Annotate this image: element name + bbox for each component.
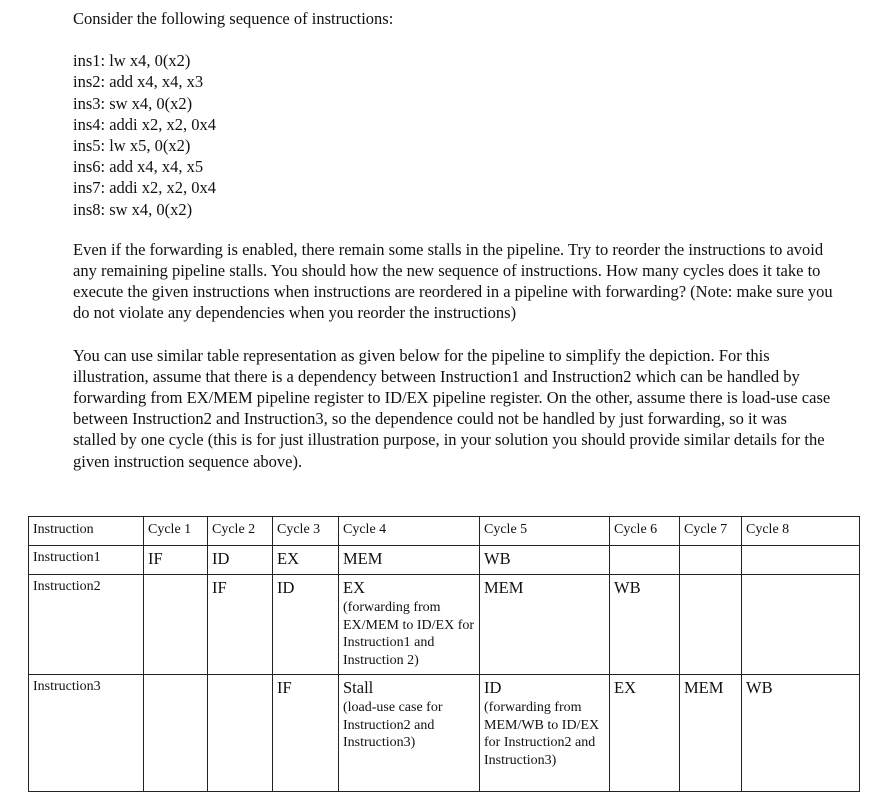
pipeline-table [28,516,860,792]
table-header-row [29,517,860,546]
pipeline-cell [208,575,273,675]
instruction-line: ins3: sw x4, 0(x2) [73,93,193,113]
pipeline-cell [480,675,610,792]
stage-label: IF [212,578,227,597]
pipeline-cell [144,575,208,675]
stage-label: MEM [684,678,724,697]
stage-label: Stall [343,678,374,697]
stage-label: IF [148,549,163,568]
pipeline-cell [273,575,339,675]
pipeline-cell [339,546,480,575]
instruction-line: ins2: add x4, x4, x3 [73,72,204,92]
pipeline-cell [208,546,273,575]
header-cycle-6: Cycle 6 [610,517,680,546]
pipeline-cell [273,675,339,792]
header-cycle-4: Cycle 4 [339,517,480,546]
pipeline-cell [680,575,742,675]
stage-label: EX [614,678,636,697]
instruction-list [73,50,833,220]
header-cycle-7: Cycle 7 [680,517,742,546]
pipeline-cell [680,546,742,575]
stage-label: ID [277,578,295,597]
stage-label: MEM [343,549,383,568]
instruction-line: ins8: sw x4, 0(x2) [73,199,193,219]
pipeline-cell [610,546,680,575]
stage-label: EX [343,578,365,597]
pipeline-cell [144,675,208,792]
table-row [29,546,860,575]
row-label: Instruction2 [29,575,144,675]
row-label: Instruction1 [29,546,144,575]
header-cycle-5: Cycle 5 [480,517,610,546]
question-paragraph: Even if the forwarding is enabled, there remain some stalls in the pipeline. Try to reorder the instructions to avoid any remaining pipeline stalls. You should how the new sequence of instructions. How many cycles does it take to execute the given instructions when instructions are reordered in a pipeline with forwarding? (Note: make sure you do not violate any dependencies when you reorder the instructions) [73,239,833,323]
stage-label: WB [614,578,641,597]
instruction-line: ins7: addi x2, x2, 0x4 [73,178,216,198]
pipeline-cell [144,546,208,575]
stage-label: IF [277,678,292,697]
illustration-paragraph: You can use similar table representation as given below for the pipeline to simplify the depiction. For this illustration, assume that there is a dependency between Instruction1 and Instruction2 which can be handled by forwarding from EX/MEM pipeline register to ID/EX pipeline register. On the other, assume there is load-use case between Instruction2 and Instruction3, so the dependence could not be handled by just forwarding, so it was stalled by one cycle (this is for just illustration purpose, in your solution you should provide similar details for the given instruction sequence above). [73,345,831,471]
stage-label: ID [212,549,230,568]
pipeline-cell [339,575,480,675]
pipeline-cell [339,675,480,792]
header-cycle-3: Cycle 3 [273,517,339,546]
instruction-line: ins6: add x4, x4, x5 [73,157,204,177]
header-cycle-8: Cycle 8 [742,517,860,546]
stage-label: WB [746,678,773,697]
stage-label: EX [277,549,299,568]
instruction-line: ins5: lw x5, 0(x2) [73,136,191,156]
cell-note: (forwarding from MEM/WB to ID/EX for Instruction2 and Instruction3) [484,700,600,768]
pipeline-cell [680,675,742,792]
pipeline-cell [480,575,610,675]
cell-note: (load-use case for Instruction2 and Instruction3) [343,700,443,750]
pipeline-cell [742,675,860,792]
cell-note: (forwarding from EX/MEM to ID/EX for Instruction1 and Instruction 2) [343,600,475,668]
pipeline-cell [273,546,339,575]
pipeline-cell [610,675,680,792]
instruction-line: ins1: lw x4, 0(x2) [73,51,191,71]
table-row [29,575,860,675]
document-body [73,8,833,472]
instruction-line: ins4: addi x2, x2, 0x4 [73,114,216,134]
pipeline-cell [610,575,680,675]
pipeline-cell [742,575,860,675]
header-instruction: Instruction [29,517,144,546]
stage-label: MEM [484,578,524,597]
header-cycle-1: Cycle 1 [144,517,208,546]
row-label: Instruction3 [29,675,144,792]
pipeline-cell [208,675,273,792]
pipeline-cell [742,546,860,575]
stage-label: ID [484,678,502,697]
header-cycle-2: Cycle 2 [208,517,273,546]
table-row [29,675,860,792]
intro-text: Consider the following sequence of instructions: [73,9,394,28]
stage-label: WB [484,549,511,568]
pipeline-cell [480,546,610,575]
